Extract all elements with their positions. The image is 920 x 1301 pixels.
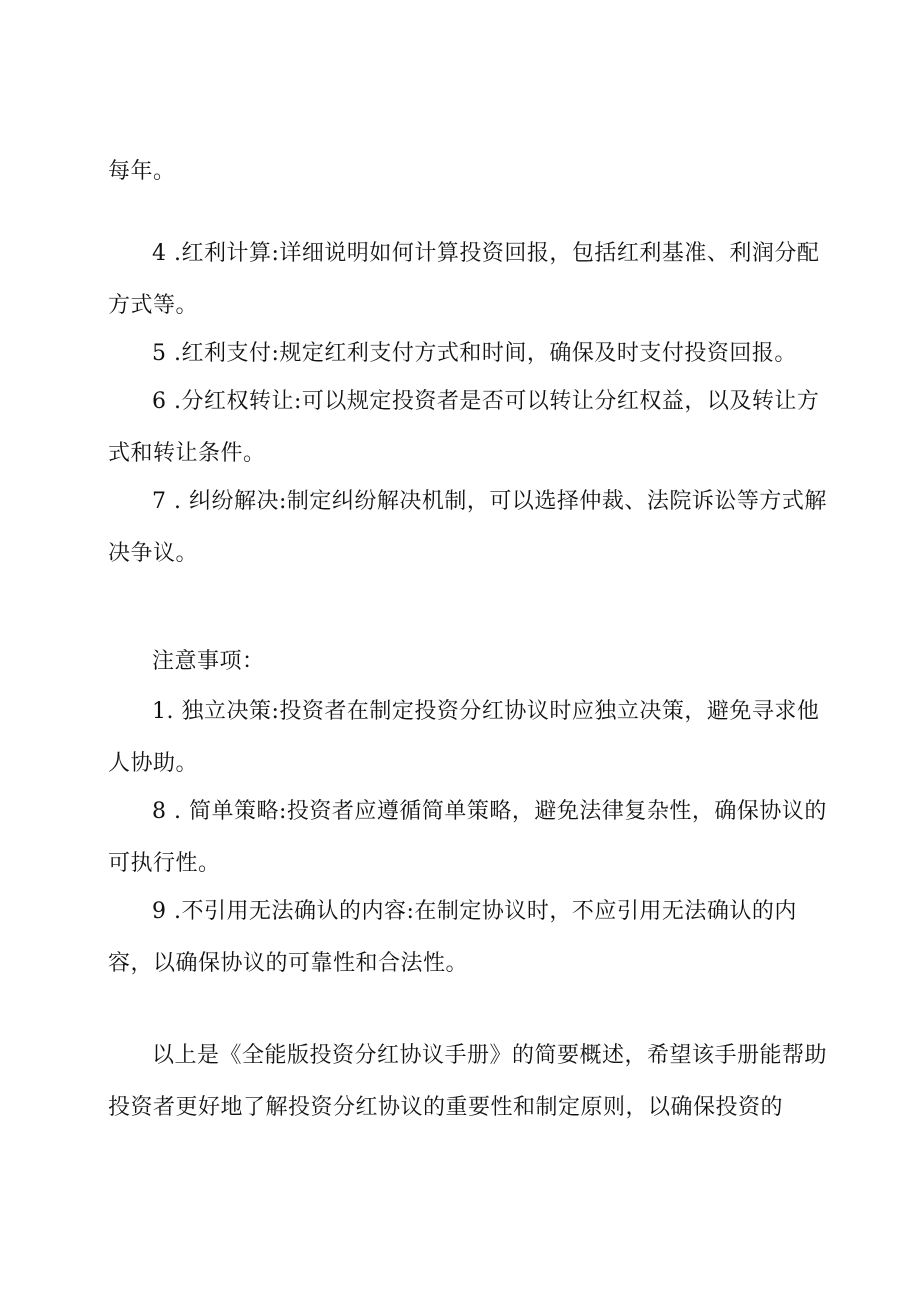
paragraph-note-8: 8 . 简单策略:投资者应遵循简单策略，避免法律复杂性，确保协议的可执行性。 bbox=[108, 799, 827, 876]
paragraph-summary: 以上是《全能版投资分红协议手册》的简要概述，希望该手册能帮助投资者更好地了解投资分红协议的重要性和制定原则，以确保投资的 bbox=[108, 1043, 828, 1120]
paragraph-continuation: 每年。 bbox=[108, 159, 176, 184]
paragraph-note-1: 1. 独立决策:投资者在制定投资分红协议时应独立决策，避免寻求他人协助。 bbox=[108, 699, 820, 776]
paragraph-item-5: 5 .红利支付:规定红利支付方式和时间，确保及时支付投资回报。 bbox=[152, 341, 797, 366]
paragraph-item-4: 4 .红利计算:详细说明如何计算投资回报，包括红利基准、利润分配方式等。 bbox=[108, 241, 820, 318]
section-heading-notes: 注意事项： bbox=[152, 649, 265, 674]
paragraph-note-9: 9 .不引用无法确认的内容:在制定协议时，不应引用无法确认的内容，以确保协议的可靠性和合法性。 bbox=[108, 899, 797, 976]
paragraph-item-6: 6 .分红权转让:可以规定投资者是否可以转让分红权益，以及转让方式和转让条件。 bbox=[108, 389, 820, 466]
paragraph-item-7: 7 . 纠纷解决:制定纠纷解决机制，可以选择仲裁、法院诉讼等方式解决争议。 bbox=[108, 489, 827, 566]
